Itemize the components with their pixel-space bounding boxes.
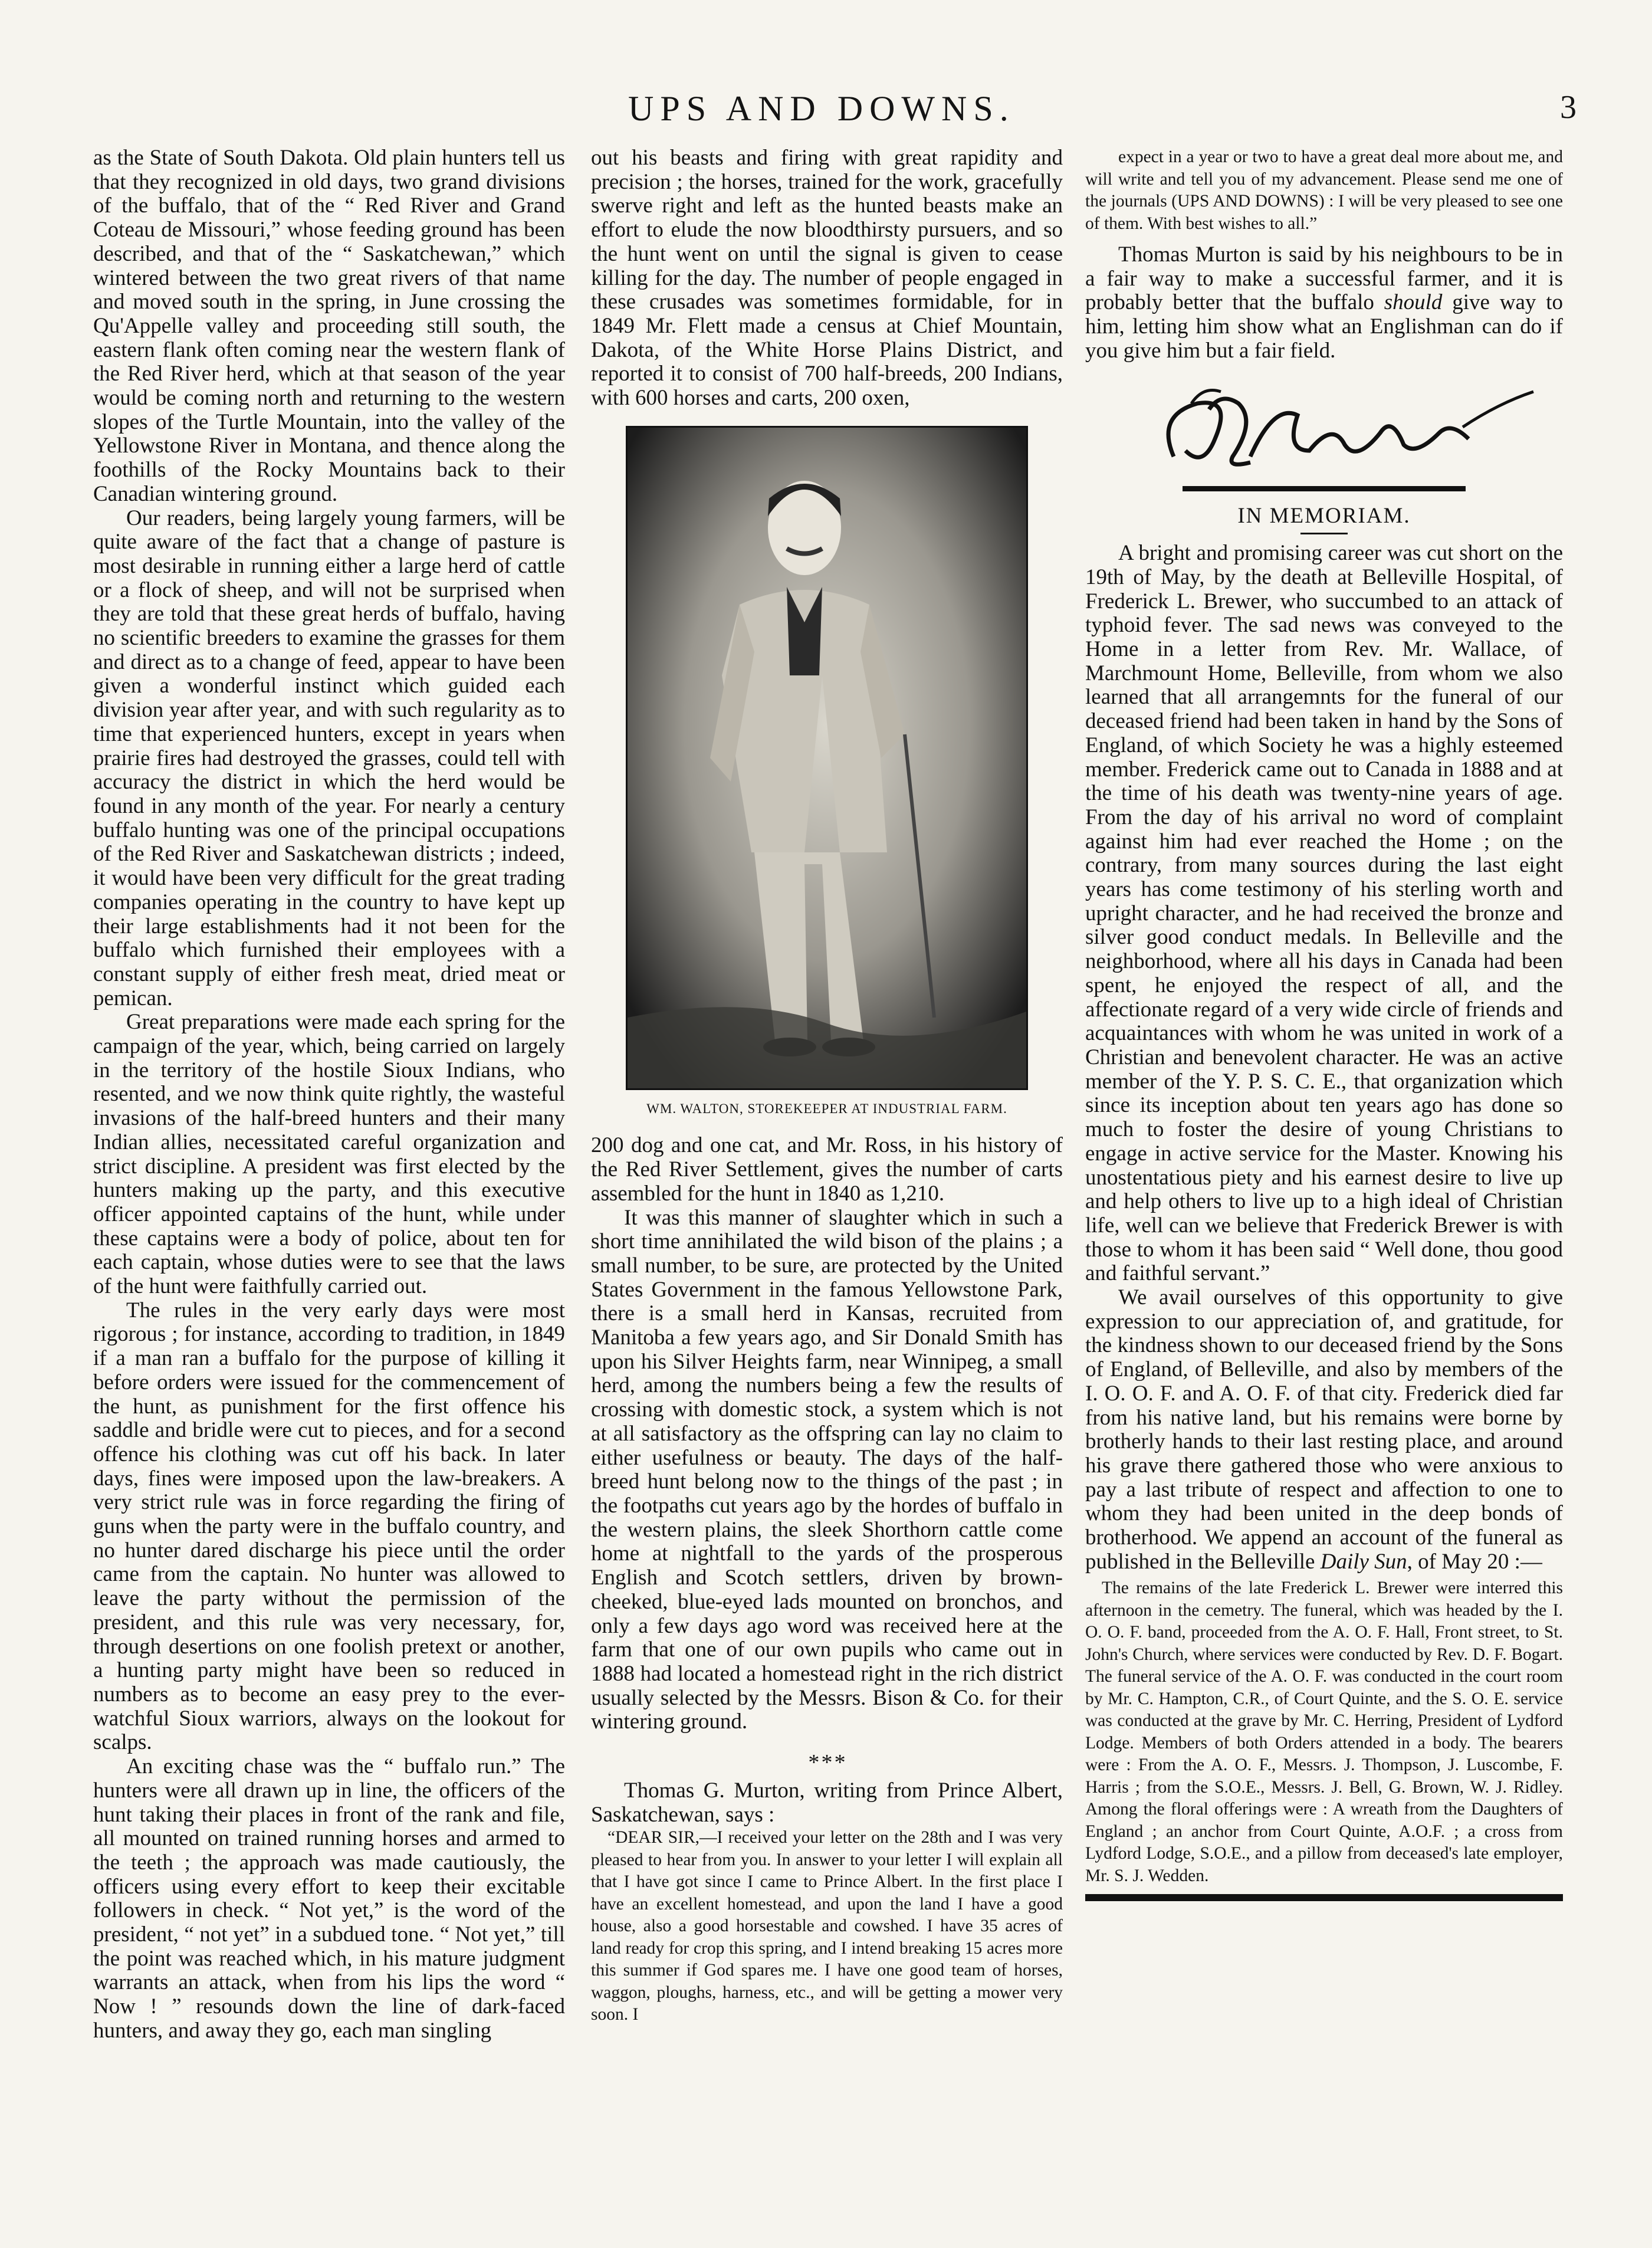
paragraph-preparations: Great preparations were made each spring for the campaign of the year, which, being carried on largely in the territory of the hostile Sioux Indians, who resented, and we now think quite rightly, the wasteful invasions of the half-breed hunters and their many Indian allies, necessitated careful organization and strict discipline. A president was first elected by the hunters making up the party, and this executive officer appointed captains of the hunt, while under these captains were a body of police, about ten for each captain, whose duties were to see that the laws of the hunt were faithfully carried out.: [93, 1010, 565, 1299]
letter-murton-continued: expect in a year or two to have a great deal more about me, and will write and tell you of my advancement. Please send me one of the journals (UPS AND DOWNS) : I will be very pleased to see one of them. With best wishes to all.”: [1085, 147, 1563, 233]
paragraph-pasture-instinct: Our readers, being largely young farmers, will be quite aware of the fact that a change of pasture is most desirable in running either a large herd of cattle or a flock of sheep, and will not be surprised when they are told that these great herds of buffalo, having no scientific breeders to examine the grasses for them and direct as to a change of feed, appear to have been given a wonderful instinct which guided each division year after year, and with such regularity as to time that experienced hunters, except in years when prairie fires had destroyed the grasses, could tell with accuracy the district in which the herd would be found in any month of the year. For nearly a century buffalo hunting was one of the principal occupations of the Red River and Saskatchewan districts ; indeed, it would have been very difficult for the great trading companies operating in the country to have kept up their large establishments had it not been for the buffalo which furnished their employees with a constant supply of either fresh meat, dried meat or pemican.: [93, 506, 565, 1010]
paragraph-murton-comment: Thomas Murton is said by his neighbours to be in a fair way to make a successful farmer, and it is probably better that the buffalo should give way to him, letting him show what an Englishman can do if you give him but a fair field.: [1085, 242, 1564, 363]
paragraph-memoriam-brewer: A bright and promising career was cut short on the 19th of May, by the death at Belleville Hospital, of Frederick L. Brewer, who succumbed to an attack of typhoid fever. The sad news was conveyed to the Home in a letter from Rev. Mr. Wallace, of Marchmount Home, Belleville, from whom we also learned that all arrangemnts for the funeral of our deceased friend had been taken in hand by the Sons of England, of which Society he was a highly esteemed member. Frederick came out to Canada in 1888 and at the time of his death was twenty-nine years of age. From the day of his arrival no word of complaint against him had ever reached the Home ; on the contrary, from many sources during the last eight years has come testimony of his sterling worth and upright character, and he had received the bronze and silver good conduct medals. In Belleville and the neighborhood, where all his days in Canada had been spent, he enjoyed the respect of all, and the affectionate regard of a very wide circle of friends and acquaintances with whom he was united in work of a Christian and benevolent character. He was an active member of the Y. P. S. C. E., that organization which since its inception about ten years ago has done so much to foster the desire of young Christians to engage in active service for the Master. Knowing his unostentatious piety and his earnest desire to live up and help others to live up to a high ideal of Christian life, well can we believe that Frederick Brewer is with those to whom it has been said “ Well done, thou good and faithful servant.”: [1085, 541, 1563, 1286]
portrait-caption: WM. WALTON, STOREKEEPER AT INDUSTRIAL FARM.: [646, 1101, 1007, 1116]
column-middle: [591, 146, 1063, 2026]
paragraph-buffalo-divisions: as the State of South Dakota. Old plain hunters tell us that they recognized in old days, two grand divisions of the buffalo, that of the “ Red River and Grand Coteau de Missouri,” whose feeding ground has been described, and that of the “ Saskatchewan,” which wintered between the two great rivers of that name and moved south in the spring, in June crossing the Qu'Appelle valley and proceeding still south, the eastern flank often coming near the western flank of the Red River herd, which at that season of the year would be coming north and returning to the western slopes of the Turtle Mountain, into the valley of the Yellowstone River in Montana, and thence along the foothills of the Rocky Mountains back to their Canadian wintering ground.: [93, 146, 565, 506]
paragraph-gratitude: We avail ourselves of this opportunity to give expression to our appreciation of, and gratitude, for the kindness shown to our deceased friend by the Sons of England, of Belleville, and also by members of the I. O. O. F. and A. O. F. of that city. Frederick died far from his native land, but his remains were borne by brotherly hands to their last resting place, and around his grave there gathered those who were anxious to pay a last tribute of respect and affection to one to whom they had been united in the deep bonds of brotherhood. We append an account of the funeral as published in the Belleville Daily Sun, of May 20 :—: [1085, 1285, 1563, 1574]
page-number: 3: [1560, 89, 1577, 126]
paragraph-murton-intro: Thomas G. Murton, writing from Prince Albert, Saskatchewan, says :: [591, 1778, 1063, 1827]
paragraph-buffalo-run: An exciting chase was the “ buffalo run.” The hunters were all drawn up in line, the officers of the hunt taking their places in front of the rank and file, all mounted on trained running horses and armed to the teeth ; the approach was made cautiously, the officers using every effort to keep their excitable followers in check. “ Not yet,” is the word of the president, “ not yet” in a subdued tone. “ Not yet,” till the point was reached which, in his mature judgment warrants an attack, when from his lips the word “ Now ! ” resounds down the line of dark-faced hunters, and away they go, each man singling: [93, 1754, 565, 2043]
paragraph-slaughter: It was this manner of slaughter which in such a short time annihilated the wild bison of the plains ; a small number, to be sure, are protected by the United States Government in the famous Yellowstone Park, there is a small herd in Kansas, recruited from Manitoba a few years ago, and Sir Donald Smith has upon his Silver Heights farm, near Winnipeg, a small herd, among the numbers being a few the results of crossing with domestic stock, a system which is not at all satisfactory as the offspring can lay no claim to either usefulness or beauty. The days of the half-breed hunt belong now to the things of the past ; in the footpaths cut years ago by the hordes of buffalo in the western plains, the sleek Shorthorn cattle come home at nightfall to the yards of the prosperous English and Scotch settlers, driven by brown-cheeked, blue-eyed lads mounted on bronchos, and only a few days ago word was received here at the farm that one of our own pupils who came out in 1888 had located a homestead right in the rich district usually selected by the Messrs. Bison & Co. for their wintering ground.: [591, 1205, 1063, 1734]
end-rule: [1085, 1894, 1563, 1901]
running-title: UPS AND DOWNS.: [628, 89, 1015, 128]
letter-murton: “DEAR SIR,—I received your letter on the 28th and I was very pleased to hear from you. In answer to your letter I will explain all that I have got since I came to Prince Albert. In the first place I have an excellent homestead, and upon the land I have a good house, also a good horsestable and cowshed. I have 35 acres of land ready for crop this spring, and I intend breaking 15 acres more this summer if God spares me. I have one good team of horses, waggon, ploughs, harness, etc., and will be getting a mower very soon. I: [591, 1828, 1063, 2024]
paragraph-hunt-census: out his beasts and firing with great rapidity and precision ; the horses, trained for the work, gracefully swerve right and left as the hunted beasts make an effort to elude the now bloodthirsty pursuers, and so the hunt went on until the signal is given to cease killing for the day. The number of people engaged in these crusades was sometimes formidable, for in 1849 Mr. Flett made a census at Chief Mountain, Dakota, of the White Horse Plains District, and reported it to consist of 700 half-breeds, 200 Indians, with 600 horses and carts, 200 oxen,: [591, 146, 1063, 411]
paragraph-rules: The rules in the very early days were most rigorous ; for instance, according to tradition, in 1849 if a man ran a buffalo for the purpose of killing it before orders were issued for the commencement of the hunt, as punishment for the first offence his saddle and bridle were cut to pieces, and for a second offence his clothing was cut off his back. In later days, fines were imposed upon the law-breakers. A very strict rule was in force regarding the firing of guns when the party were in the buffalo country, and no hunter dared discharge his piece until the order came from the captain. No hunter was allowed to leave the party without the permission of the president, and this rule was very necessary, for, through desertions on one foolish pretext or another, a hunting party might have been so reduced in numbers as to become an easy prey to the ever-watchful Sioux warriors, always on the lookout for scalps.: [93, 1298, 565, 1755]
heading-rule: [1300, 533, 1348, 534]
editor-signature: [1085, 368, 1563, 486]
column-right: [1085, 146, 1563, 1901]
column-left: [93, 146, 565, 2043]
funeral-account: The remains of the late Frederick L. Brewer were interred this afternoon in the cemetry. The funeral, which was headed by the I. O. O. F. band, proceeded from the A. O. F. Hall, Front street, to St. John's Church, where services were conducted by Rev. D. F. Bogart. The funeral service of the A. O. F. was conducted in the court room by Mr. C. Hampton, C.R., of Court Quinte, and the S. O. E. service was conducted at the grave by Mr. C. Herring, President of Lydford Lodge. Members of both Orders attended in a body. The bearers were : From the A. O. F., Messrs. J. Thompson, J. Luscombe, F. Harris ; from the S.O.E., Messrs. J. Bell, G. Brown, W. J. Ridley. Among the floral offerings were : A wreath from the Daughters of England ; an anchor from Court Quinte, A.O.F. ; a cross from Lydford Lodge, S.O.E., and a pillow from deceased's late employer, Mr. S. J. Wedden.: [1085, 1578, 1563, 1885]
portrait-figure: [591, 426, 1063, 1121]
portrait-photo: [626, 426, 1028, 1090]
signature-rule: [1183, 486, 1466, 491]
asterism-divider: * * *: [808, 1750, 846, 1776]
running-head: [0, 88, 1652, 130]
paragraph-carts: 200 dog and one cat, and Mr. Ross, in his history of the Red River Settlement, gives the number of carts assembled for the hunt in 1840 as 1,210.: [591, 1133, 1063, 1206]
memoriam-heading: IN MEMORIAM.: [1237, 503, 1411, 528]
